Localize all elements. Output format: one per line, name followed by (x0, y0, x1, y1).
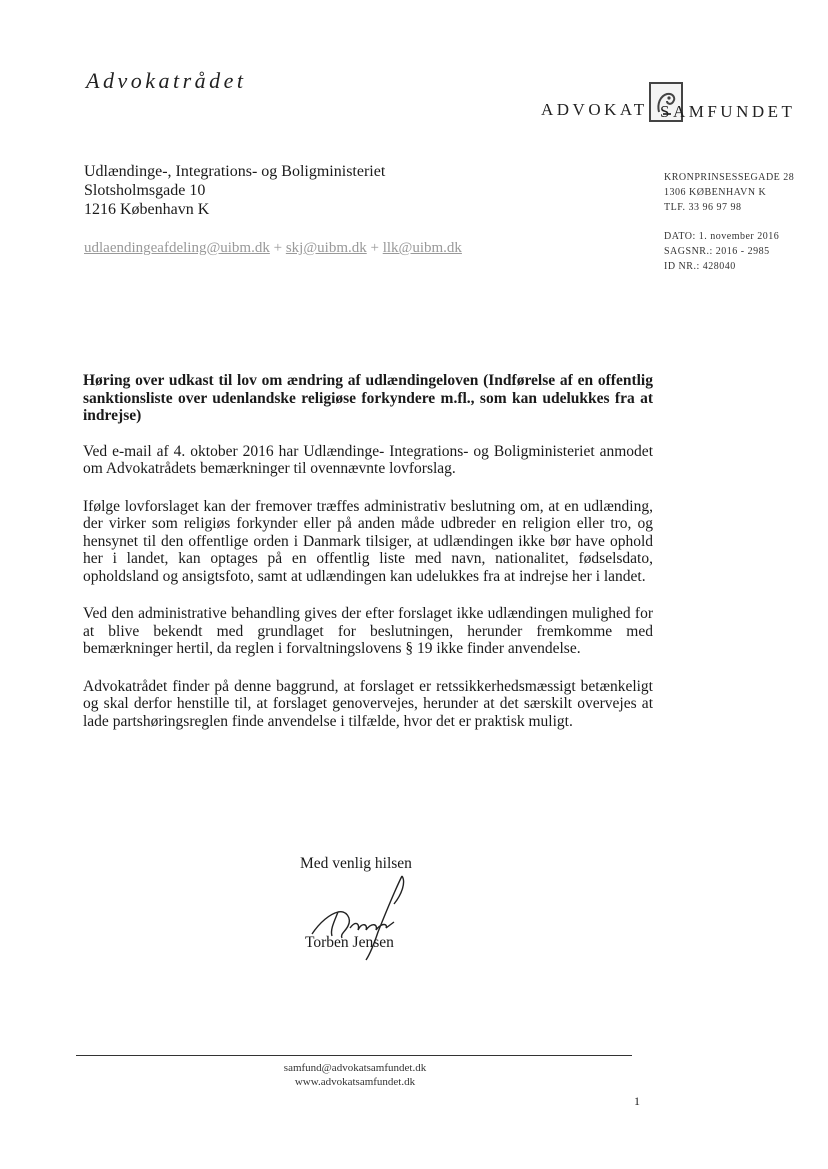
sender-city: 1306 KØBENHAVN K (664, 187, 767, 198)
email-separator: + (370, 240, 379, 256)
advokatraadet-title: Advokatrådet (86, 68, 247, 93)
subject-heading: Høring over udkast til lov om ændring af udlændingeloven (Indførelse af en offentlig sanktionsliste over udenlandske religiøse forkyndere m.fl., som kan udelukkes fra at indrejse) (83, 372, 653, 424)
paragraph: Ifølge lovforslaget kan der fremover træffes administrativ beslutning om, at en udlænding, der virker som religiøs forkynder eller på anden måde udbreder en religion eller tro, og hensynet til den offentlige orden i Danmark tilsiger, at udlændingen ikke bør have ophold her i landet, kan optages på en offentlig liste med navn, nationalitet, fødselsdato, opholdsland og ansigtsfoto, samt at udlændingen kan udelukkes fra at indrejse her i landet. (83, 497, 653, 585)
footer-divider (76, 1055, 632, 1056)
sender-phone: TLF. 33 96 97 98 (664, 202, 742, 213)
footer-email[interactable]: samfund@advokatsamfundet.dk (283, 1062, 427, 1074)
email-link[interactable]: udlaendingeafdeling@uibm.dk (84, 240, 270, 256)
signatory-name: Torben Jensen (305, 934, 394, 951)
recipient-city: 1216 København K (84, 201, 210, 218)
case-number: SAGSNR.: 2016 - 2985 (664, 246, 770, 257)
paragraph: Ved e-mail af 4. oktober 2016 har Udlændinge- Integrations- og Boligministeriet anmodet om Advokatrådets bemærkninger til ovennævnte lovforslag. (83, 442, 653, 477)
logo-text-bottom: SAMFUNDET (660, 102, 796, 121)
email-link[interactable]: llk@uibm.dk (382, 240, 462, 256)
recipient-emails (84, 240, 462, 257)
email-separator: + (273, 240, 283, 256)
sender-street: KRONPRINSESSEGADE 28 (664, 172, 795, 183)
recipient-street: Slotsholmsgade 10 (84, 182, 206, 199)
id-number: ID NR.: 428040 (664, 261, 736, 272)
paragraph: Advokatrådet finder på denne baggrund, at forslaget er retssikkerhedsmæssigt betænkeligt og skal derfor henstille til, at forslaget genovervejes, herunder at det særskilt overvejes at lade partshøringsreglen finde anvendelse i tilfælde, hvor det er praktisk muligt. (83, 677, 653, 730)
footer-website[interactable]: www.advokatsamfundet.dk (294, 1076, 416, 1088)
recipient-name: Udlændinge-, Integrations- og Boligministeriet (84, 163, 386, 180)
letter-date: DATO: 1. november 2016 (664, 231, 780, 242)
paragraph: Ved den administrative behandling gives der efter forslaget ikke udlændingen mulighed for at blive bekendt med grundlaget for beslutningen, herunder fremkomme med bemærkninger hertil, da reglen i forvaltningslovens § 19 ikke finder anvendelse. (83, 605, 653, 657)
logo-text-top: ADVOKAT (541, 100, 648, 119)
recipient-address (84, 162, 385, 219)
page-number: 1 (634, 1094, 640, 1108)
email-link[interactable]: skj@uibm.dk (285, 240, 367, 256)
closing-greeting: Med venlig hilsen (300, 855, 412, 872)
sender-info (664, 170, 794, 274)
letter-body (83, 372, 653, 750)
footer (250, 1061, 460, 1089)
